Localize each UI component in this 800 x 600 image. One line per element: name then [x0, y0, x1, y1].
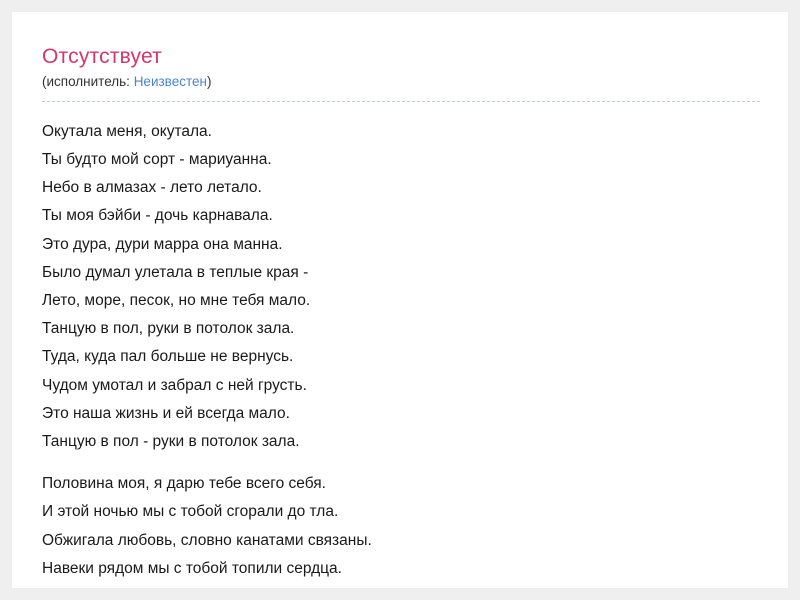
lyrics-line: Окутала меня, окутала.	[42, 122, 212, 140]
lyrics-line: Обжигала любовь, словно канатами связаны.	[42, 531, 372, 549]
slide-canvas	[12, 12, 788, 588]
artist-link[interactable]: Неизвестен	[133, 74, 207, 90]
lyrics-line: И этой ночью мы с тобой сгорали до тла.	[42, 503, 339, 521]
lyrics-line: Туда, куда пал больше не вернусь.	[42, 348, 294, 366]
lyrics-line: Это дура, дури марра она манна.	[42, 235, 283, 253]
lyrics-line: Половина моя, я дарю тебе всего себя.	[42, 475, 326, 493]
lyrics-line: Ты будто мой сорт - мариуанна.	[42, 150, 272, 168]
artist-prefix-label: (исполнитель:	[42, 74, 134, 90]
lyrics-blank-line	[42, 456, 760, 470]
lyrics-line: Танцую в пол - руки в потолок зала.	[42, 432, 300, 450]
lyrics-line: Навеки рядом мы с тобой топили сердца.	[42, 559, 342, 577]
slide-content	[42, 44, 760, 583]
artist-suffix-label: )	[206, 74, 212, 90]
lyrics-line: Ты моя бэйби - дочь карнавала.	[42, 207, 273, 225]
lyrics-line: Чудом умотал и забрал с ней грусть.	[42, 376, 307, 394]
lyrics-body	[42, 102, 760, 583]
lyrics-line: Это наша жизнь и ей всегда мало.	[42, 404, 290, 422]
lyrics-line: Лето, море, песок, но мне тебя мало.	[42, 291, 311, 309]
lyrics-line: Танцую в пол, руки в потолок зала.	[42, 320, 295, 338]
page-title: Отсутствует	[42, 45, 162, 68]
lyrics-line: Небо в алмазах - лето летало.	[42, 179, 262, 197]
artist-line	[42, 73, 760, 101]
lyrics-line: Было думал улетала в теплые края -	[42, 263, 309, 281]
